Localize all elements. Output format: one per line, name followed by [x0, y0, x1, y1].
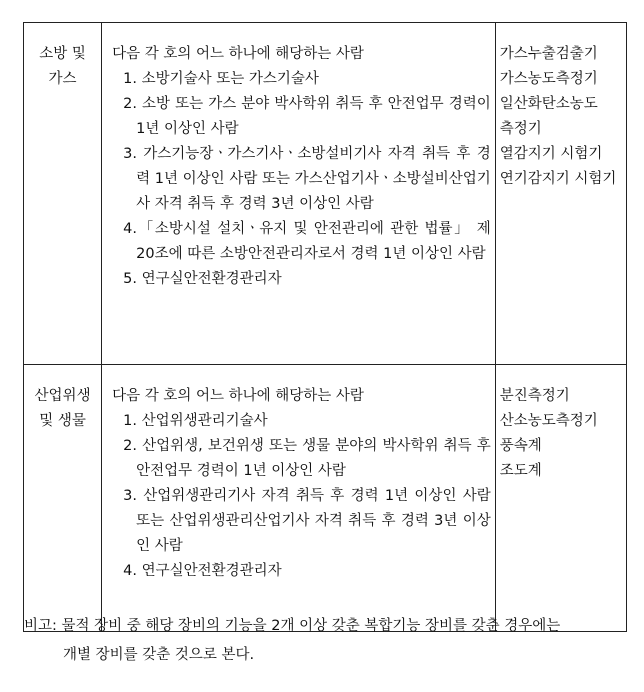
field-cell [24, 23, 102, 365]
equipment-item: 가스누출검출기 [499, 46, 598, 62]
equipment-cell [495, 23, 626, 365]
equipment-cell [495, 365, 626, 632]
footnote-line: 비고: 물적 장비 중 해당 장비의 기능을 2개 이상 갖춘 복합기능 장비를 갖춘 경우에는 [24, 618, 561, 634]
field-label-line: 산업위생 [34, 388, 91, 404]
qualification-list [112, 409, 491, 584]
equipment-item: 분진측정기 [499, 388, 570, 404]
list-item: 3. 가스기능장ㆍ가스기사ㆍ소방설비기사 자격 취득 후 경력 1년 이상인 사람 또는 가스산업기사ㆍ소방설비산업기사 자격 취득 후 경력 3년 이상인 사람 [123, 146, 491, 212]
equipment-item: 가스농도측정기 [499, 71, 598, 87]
footnote-line: 개별 장비를 갖춘 것으로 본다. [63, 647, 255, 663]
field-cell [24, 365, 102, 632]
requirements-table [23, 22, 627, 632]
table-row [24, 365, 627, 632]
equipment-item: 조도계 [499, 463, 542, 479]
qualification-cell [102, 23, 496, 365]
list-item: 1. 산업위생관리기술사 [123, 413, 268, 429]
table-row [24, 23, 627, 365]
equipment-item: 산소농도측정기 [499, 413, 598, 429]
qualification-cell [102, 365, 496, 632]
list-item: 1. 소방기술사 또는 가스기술사 [123, 71, 319, 87]
field-label-line: 소방 및 [39, 46, 86, 62]
qualification-list [112, 67, 491, 292]
list-item: 2. 소방 또는 가스 분야 박사학위 취득 후 안전업무 경력이 1년 이상인 사람 [123, 96, 491, 137]
list-item: 4.「소방시설 설치ㆍ유지 및 안전관리에 관한 법률」 제20조에 따른 소방안전관리자로서 경력 1년 이상인 사람 [123, 221, 491, 262]
equipment-item: 일산화탄소농도 [499, 96, 598, 112]
equipment-item: 풍속계 [499, 438, 542, 454]
footnote [24, 612, 636, 670]
list-item: 5. 연구실안전환경관리자 [123, 271, 282, 287]
equipment-item: 연기감지기 시험기 [499, 171, 617, 187]
equipment-item: 열감지기 시험기 [499, 146, 603, 162]
field-label-line: 가스 [48, 71, 77, 87]
field-label-line: 및 생물 [39, 413, 86, 429]
list-item: 4. 연구실안전환경관리자 [123, 563, 282, 579]
qualification-intro: 다음 각 호의 어느 하나에 해당하는 사람 [112, 46, 364, 62]
list-item: 2. 산업위생, 보건위생 또는 생물 분야의 박사학위 취득 후 안전업무 경력이 1년 이상인 사람 [123, 438, 491, 479]
equipment-item: 측정기 [499, 121, 542, 137]
list-item: 3. 산업위생관리기사 자격 취득 후 경력 1년 이상인 사람 또는 산업위생관리산업기사 자격 취득 후 경력 3년 이상인 사람 [123, 488, 491, 554]
qualification-intro: 다음 각 호의 어느 하나에 해당하는 사람 [112, 388, 364, 404]
